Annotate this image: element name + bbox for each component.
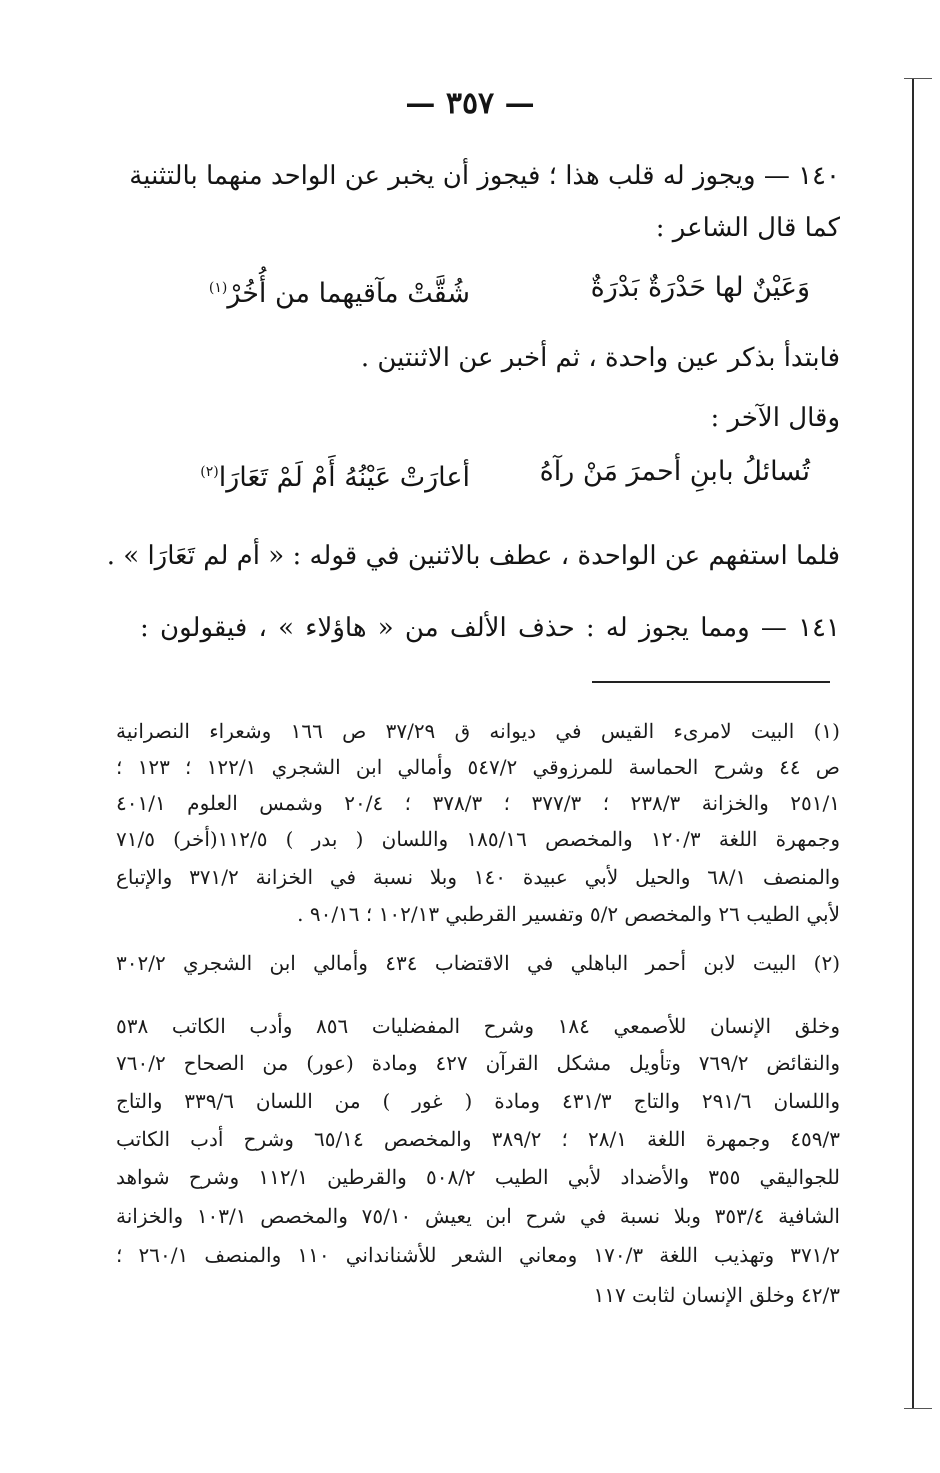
verse-2-first-hemistich bbox=[540, 452, 810, 492]
paragraph-140-line-4: وقال الآخر : bbox=[710, 403, 840, 433]
paragraph-140-line-5: فلما استفهم عن الواحدة ، عطف بالاثنين في قوله : « أم لم تَعَارَا » . bbox=[106, 541, 840, 571]
page-number: — ٣٥٧ — bbox=[405, 86, 535, 121]
footnote-2-line: واللسان ٢٩١/٦ والتاج ٤٣١/٣ ومادة ( غور ) من اللسان ٣٣٩/٦ والتاج bbox=[116, 1089, 840, 1113]
verse-2-first-hemistich-text: تُسائلُ بابنِ أحمرَ مَنْ رآهُ bbox=[539, 456, 810, 487]
footnote-ref-2: (٢) bbox=[200, 464, 219, 480]
margin-tick-bottom bbox=[904, 1408, 932, 1409]
verse-1-first-hemistich bbox=[591, 268, 810, 308]
verse-2-second-hemistich bbox=[200, 452, 470, 498]
footnote-2-line: للجواليقي ٣٥٥ والأضداد لأبي الطيب ٥٠٨/٢ والقرطين ١١٢/١ وشرح شواهد bbox=[116, 1165, 840, 1189]
footnote-2-line: والنقائض ٧٦٩/٢ وتأويل مشكل القرآن ٤٢٧ ومادة (عور) من الصحاح ٧٦٠/٢ bbox=[116, 1051, 840, 1075]
paragraph-140-line-1: ١٤٠ — ويجوز له قلب هذا ؛ فيجوز أن يخبر عن الواحد منهما بالتثنية bbox=[129, 161, 840, 191]
margin-rule bbox=[912, 78, 914, 1408]
verse-2-second-hemistich-text: أعارَتْ عَيْنُهُ أَمْ لَمْ تَعَارَا bbox=[218, 462, 470, 493]
verse-1-second-hemistich-text: شُقَّتْ مآقيهما من أُخُرْ bbox=[227, 278, 470, 309]
footnote-1-line: والمنصف ٦٨/١ والحيل لأبي عبيدة ١٤٠ وبلا نسبة في الخزانة ٣٧١/٢ والإتباع bbox=[116, 865, 841, 889]
paragraph-141-line-1: ١٤١ — ومما يجوز له : حذف الألف من « هاؤلاء » ، فيقولون : bbox=[140, 613, 840, 643]
footnote-2-line: ٤٢/٣ وخلق الإنسان لثابت ١١٧ bbox=[593, 1283, 840, 1307]
verse-1-first-hemistich-text: وَعَيْنٌ لها حَدْرَةٌ بَدْرَةٌ bbox=[590, 272, 810, 303]
paragraph-140-line-2: كما قال الشاعر : bbox=[655, 213, 840, 243]
paragraph-140-line-3: فابتدأ بذكر عين واحدة ، ثم أخبر عن الاثنتين . bbox=[360, 343, 840, 373]
margin-tick-top bbox=[904, 78, 932, 79]
footnote-ref-1: (١) bbox=[208, 280, 228, 296]
footnote-2-line: الشافية ٣٥٣/٤ وبلا نسبة في شرح ابن يعيش ٧٥/١٠ والمخصص ١٠٣/١ والخزانة bbox=[116, 1204, 840, 1228]
footnote-1-line: لأبي الطيب ٢٦ والمخصص ٥/٢ وتفسير القرطبي ١٠٢/١٣ ؛ ٩٠/١٦ . bbox=[297, 902, 840, 926]
footnote-2-line: ٤٥٩/٣ وجمهرة اللغة ٢٨/١ ؛ ٣٨٩/٢ والمخصص ٦٥/١٤ وشرح أدب الكاتب bbox=[116, 1127, 841, 1151]
footnote-1-line: ص ٤٤ وشرح الحماسة للمرزوقي ٥٤٧/٢ وأمالي ابن الشجري ١٢٢/١ ؛ ١٢٣ ؛ bbox=[116, 755, 840, 779]
footnote-1-line: ٢٥١/١ والخزانة ٢٣٨/٣ ؛ ٣٧٧/٣ ؛ ٣٧٨/٣ ؛ ٢٠/٤ وشمس العلوم ٤٠١/١ bbox=[116, 791, 840, 815]
verse-1-second-hemistich bbox=[209, 268, 470, 314]
footnote-2-line: ٣٧١/٢ وتهذيب اللغة ١٧٠/٣ ومعاني الشعر للأشنانداني ١١٠ والمنصف ٢٦٠/١ ؛ bbox=[116, 1243, 841, 1267]
footnote-2-line: (٢) البيت لابن أحمر الباهلي في الاقتضاب ٤٣٤ وأمالي ابن الشجري ٣٠٢/٢ bbox=[116, 951, 840, 975]
footnote-separator bbox=[592, 681, 830, 683]
footnote-1-line: وجمهرة اللغة ١٢٠/٣ والمخصص ١٨٥/١٦ واللسان ( بدر ) ١١٢/٥(أخر) ٧١/٥ bbox=[116, 827, 841, 851]
footnote-2-line: وخلق الإنسان للأصمعي ١٨٤ وشرح المفضليات ٨٥٦ وأدب الكاتب ٥٣٨ bbox=[116, 1014, 841, 1038]
footnote-1-line: (١) البيت لامرىء القيس في ديوانه ق ٣٧/٢٩ ص ١٦٦ وشعراء النصرانية bbox=[116, 719, 840, 743]
